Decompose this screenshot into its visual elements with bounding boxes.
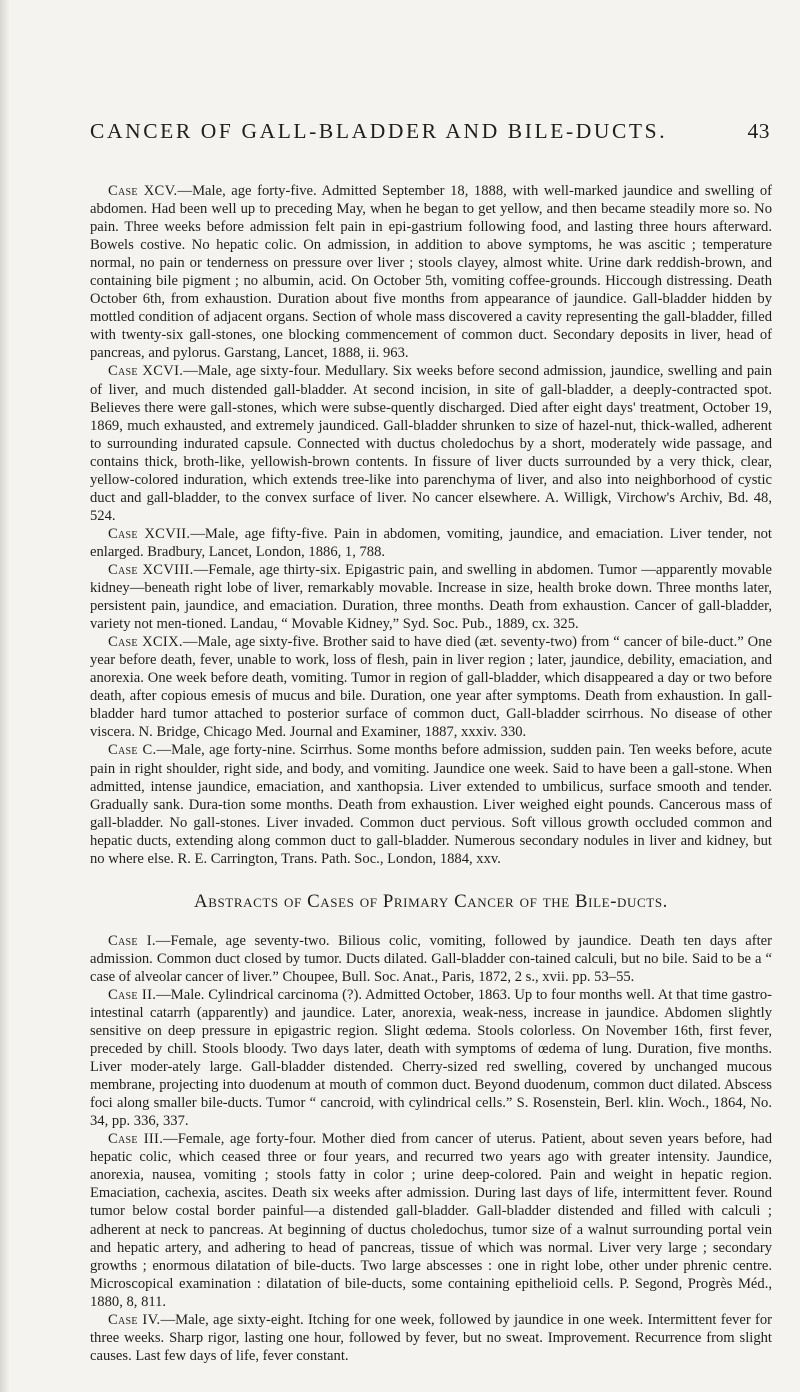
- section-heading: Abstracts of Cases of Primary Cancer of the Bile-ducts.: [194, 890, 668, 912]
- abstract-paragraph: [90, 932, 772, 986]
- case-text: —Male. Cylindrical carcinoma (?). Admitted October, 1863. Up to four months well. At that time gastro-intestinal catarrh (apparently) and jaundice. Later, anorexia, weak-ness, increase in jaundice. Abdomen slightly sensitive on deep pressure in epigastric region. Slight œdema. Stools colorless. On November 16th, first fever, preceded by chill. Stools bloody. Two days later, death with symptoms of œdema of lung. Duration, five months. Liver moder-ately large. Gall-bladder distended. Cherry-sized red swelling, covered by unchanged mucous membrane, projecting into duodenum at mouth of common duct. Beyond duodenum, common duct dilated. Abscess foci along smaller bile-ducts. Tumor “ cancroid, with cylindrical cells.” S. Rosenstein, Berl. klin. Woch., 1864, No. 34, pp. 336, 337.: [90, 986, 772, 1130]
- case-text: —Male, age sixty-five. Brother said to have died (æt. seventy-two) from “ cancer of bile-duct.” One year before death, fever, unable to work, loss of flesh, pain in liver region ; later, jaundice, debility, emaciation, and anorexia. One week before death, vomiting. Tumor in region of gall-bladder, which disappeared a day or two before death, after copious emesis of mucus and bile. Duration, one year after symptoms. Death from exhaustion. In gall-bladder hard tumor attached to posterior surface of common duct, Gall-bladder scirrhous. No disease of other viscera. N. Bridge, Chicago Med. Journal and Examiner, 1887, xxxiv. 330.: [90, 634, 772, 741]
- abstract-paragraph: [90, 986, 772, 1130]
- case-label: Case III.: [108, 1131, 164, 1148]
- scan-shadow: [0, 0, 10, 1392]
- running-title: CANCER OF GALL-BLADDER AND BILE-DUCTS.: [90, 119, 668, 143]
- case-text: —Female, age forty-four. Mother died from cancer of uterus. Patient, about seven years before, had hepatic colic, which ceased three or four years, and recurred two years ago with greater intensity. Jaundice, anorexia, nausea, vomiting ; stools fatty in color ; urine deep-colored. Pain and weight in hepatic region. Emaciation, cachexia, ascites. Death six weeks after admission. During last days of life, intermittent fever. Round tumor below costal border painful—a distended gall-bladder. Gall-bladder distended and filled with calculi ; adherent at neck to pancreas. At beginning of ductus choledochus, tumor size of a walnut surrounding portal vein and hepatic artery, and adhering to head of pancreas, tissue of which was normal. Liver very large ; secondary growths ; enormous dilatation of bile-ducts. Two large abscesses : one in right lobe, other under phrenic centre. Microscopical examination : dilatation of bile-ducts, some containing epithelioid cells. P. Segond, Progrès Méd., 1880, 8, 811.: [90, 1131, 772, 1310]
- case-text: —Female, age seventy-two. Bilious colic, vomiting, followed by jaundice. Death ten days after admission. Common duct closed by tumor. Ducts dilated. Gall-bladder con-tained calculi, but no bile. Said to be a “ case of alveolar cancer of liver.” Choupee, Bull. Soc. Anat., Paris, 1872, 2 s., xvii. pp. 53–55.: [90, 932, 772, 985]
- case-label: Case XCV.: [108, 183, 178, 199]
- case-text: —Male, age forty-five. Admitted September 18, 1888, with well-marked jaundice and swelling of abdomen. Had been well up to preceding May, when he began to get yellow, and then became steadily more so. No pain. Three weeks before admission felt pain in epi-gastrium following food, and lasting three hours afterward. Bowels costive. No hepatic colic. On admission, in addition to above symptoms, he was ascitic ; temperature normal, no pain or tenderness on pressure over liver ; stools clayey, almost white. Urine dark reddish-brown, and containing bile pigment ; no albumin, acid. On October 5th, vomiting coffee-grounds. Hiccough distressing. Death October 6th, from exhaustion. Duration about five months from appearance of jaundice. Gall-bladder hidden by mottled condition of adjacent organs. Section of whole mass discovered a cavity representing the gall-bladder, filled with twenty-six gall-stones, one blocking commencement of common duct. Secondary deposits in liver, head of pancreas, and pylorus. Garstang, Lancet, 1888, ii. 963.: [90, 183, 772, 362]
- case-label: Case IV.: [108, 1311, 161, 1328]
- case-label: Case XCIX.: [108, 634, 183, 651]
- case-paragraph: [90, 741, 772, 867]
- page-number: 43: [747, 119, 770, 143]
- case-label: Case I.: [108, 932, 156, 949]
- case-label: Case XCVIII.: [108, 561, 194, 578]
- case-label: Case XCVI.: [108, 363, 184, 380]
- case-text: —Female, age thirty-six. Epigastric pain, and swelling in abdomen. Tumor —apparently movable kidney—beneath right lobe of liver, remarkably movable. Increase in size, health broke down. Three months later, persistent pain, jaundice, and emaciation. Duration, three months. Death from exhaustion. Cancer of gall-bladder, variety not men-tioned. Landau, “ Movable Kidney,” Syd. Soc. Pub., 1889, cx. 325.: [90, 561, 772, 633]
- case-label: Case C.: [108, 742, 157, 759]
- running-head: [90, 119, 770, 147]
- case-text: —Male, age sixty-four. Medullary. Six weeks before second admission, jaundice, swelling and pain of liver, and much distended gall-bladder. At second incision, in site of gall-bladder, a deeply-contracted spot. Believes there were gall-stones, which were subse-quently discharged. Died after eight days' treatment, October 19, 1869, much exhausted, and extremely jaundiced. Gall-bladder shrunken to size of hazel-nut, thick-walled, adherent to surrounding indurated capsule. Connected with ductus choledochus by a short, moderately wide passage, and contains thick, broth-like, yellowish-brown contents. In fissure of liver ducts surrounded by a very thick, clear, yellow-colored induration, which extends tree-like into parenchyma of liver, and also into neighborhood of cystic duct and gall-bladder, to the convex surface of liver. No cancer elsewhere. A. Willigk, Virchow's Archiv, Bd. 48, 524.: [90, 363, 772, 524]
- abstract-paragraph: [90, 1130, 772, 1310]
- abstract-paragraph: [90, 1311, 772, 1365]
- case-paragraph: [90, 362, 772, 524]
- case-paragraph: [90, 561, 772, 633]
- case-label: Case XCVII.: [108, 525, 191, 542]
- case-text: —Male, age fifty-five. Pain in abdomen, vomiting, jaundice, and emaciation. Liver tender, not enlarged. Bradbury, Lancet, London, 1886, 1, 788.: [90, 525, 772, 560]
- case-label: Case II.: [108, 986, 157, 1003]
- case-paragraph: [90, 182, 772, 362]
- case-paragraph: [90, 525, 772, 561]
- page-body: [90, 182, 772, 1365]
- case-text: —Male, age sixty-eight. Itching for one week, followed by jaundice in one week. Intermittent fever for three weeks. Sharp rigor, lasting one hour, followed by fever, but no sweat. Improvement. Recurrence from slight causes. Last few days of life, fever constant.: [90, 1311, 772, 1364]
- case-paragraph: [90, 633, 772, 741]
- case-text: —Male, age forty-nine. Scirrhus. Some months before admission, sudden pain. Ten weeks before, acute pain in right shoulder, right side, and body, and vomiting. Jaundice one week. Said to have been a gall-stone. When admitted, intense jaundice, emaciation, and xanthopsia. Liver extended to umbilicus, surface smooth and tender. Gradually sank. Dura-tion some months. Death from exhaustion. Liver weighed eight pounds. Cancerous mass of gall-bladder. No gall-stones. Liver invaded. Common duct pervious. Soft villous growth occluded common and hepatic ducts, extending along common duct to gall-bladder. Numerous secondary nodules in liver and kidney, but no where else. R. E. Carrington, Trans. Path. Soc., London, 1884, xxv.: [90, 742, 773, 867]
